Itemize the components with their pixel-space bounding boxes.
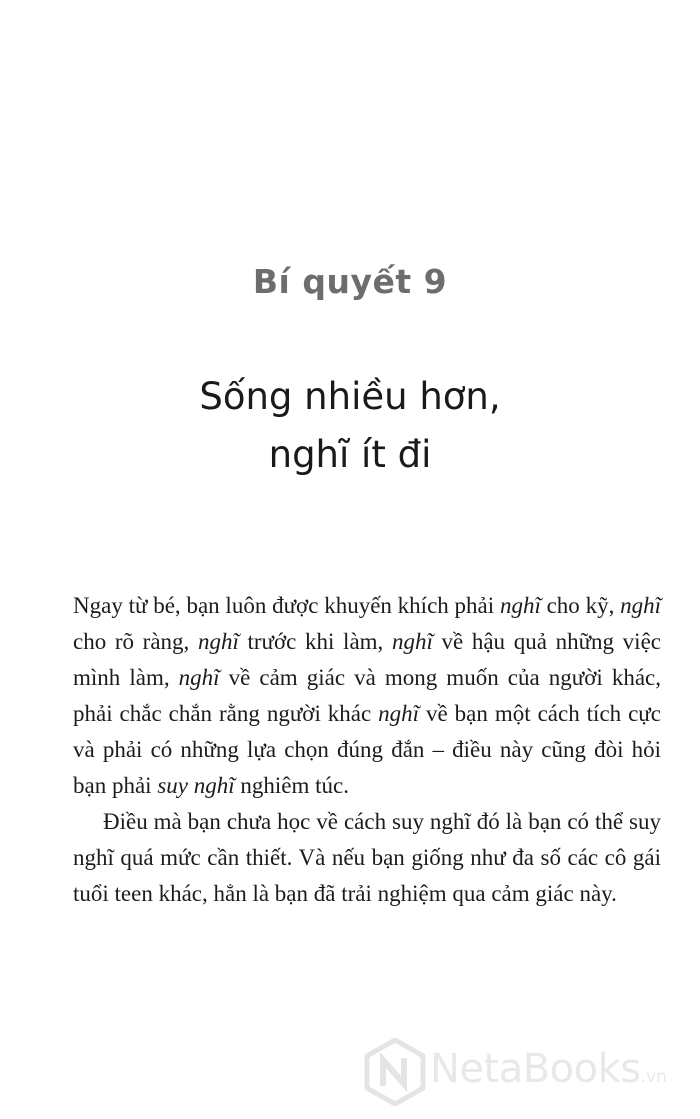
chapter-number: Bí quyết 9 bbox=[252, 262, 448, 301]
italic-emphasis: nghĩ bbox=[499, 593, 541, 618]
chapter-title bbox=[0, 368, 700, 484]
italic-emphasis: nghĩ bbox=[378, 701, 420, 726]
chapter-title-line-2: nghĩ ít đi bbox=[268, 433, 432, 476]
watermark-brand: NetaBooks bbox=[430, 1046, 641, 1092]
text-segment: nghiêm túc. bbox=[234, 773, 349, 798]
paragraph-2: Điều mà bạn chưa học về cách suy nghĩ đó là bạn có thể suy nghĩ quá mức cần thiết. Và nếu bạn giống như đa số các cô gái tuổi teen khác, hẳn là bạn đã trải nghiệm qua cảm giác này. bbox=[73, 809, 661, 906]
text-segment: về hậu quả những việc mình làm, bbox=[73, 629, 661, 690]
text-segment: về bạn một cách tích cực và phải có những lựa chọn đúng đắn – điều này cũng đòi hỏi bạn phải bbox=[73, 701, 661, 798]
text-segment: cho kỹ, bbox=[540, 593, 621, 618]
watermark-text bbox=[430, 1046, 667, 1092]
chapter-title-line-1: Sống nhiều hơn, bbox=[199, 375, 501, 418]
italic-emphasis: nghĩ bbox=[197, 629, 239, 654]
text-segment: cho rõ ràng, bbox=[73, 629, 198, 654]
italic-emphasis: nghĩ bbox=[620, 593, 661, 618]
watermark bbox=[364, 1038, 694, 1108]
paragraph-1 bbox=[73, 588, 661, 804]
text-segment: trước khi làm, bbox=[238, 629, 392, 654]
italic-emphasis: nghĩ bbox=[178, 665, 220, 690]
text-segment: về cảm giác và mong muốn của người khác, phải chắc chắn rằng người khác bbox=[73, 665, 661, 726]
watermark-suffix: .vn bbox=[640, 1067, 667, 1087]
netabooks-logo-icon bbox=[364, 1038, 426, 1106]
italic-emphasis: nghĩ bbox=[391, 629, 433, 654]
body-text bbox=[73, 588, 661, 912]
italic-emphasis: suy nghĩ bbox=[157, 773, 235, 798]
text-segment: Ngay từ bé, bạn luôn được khuyến khích phải bbox=[73, 593, 500, 618]
